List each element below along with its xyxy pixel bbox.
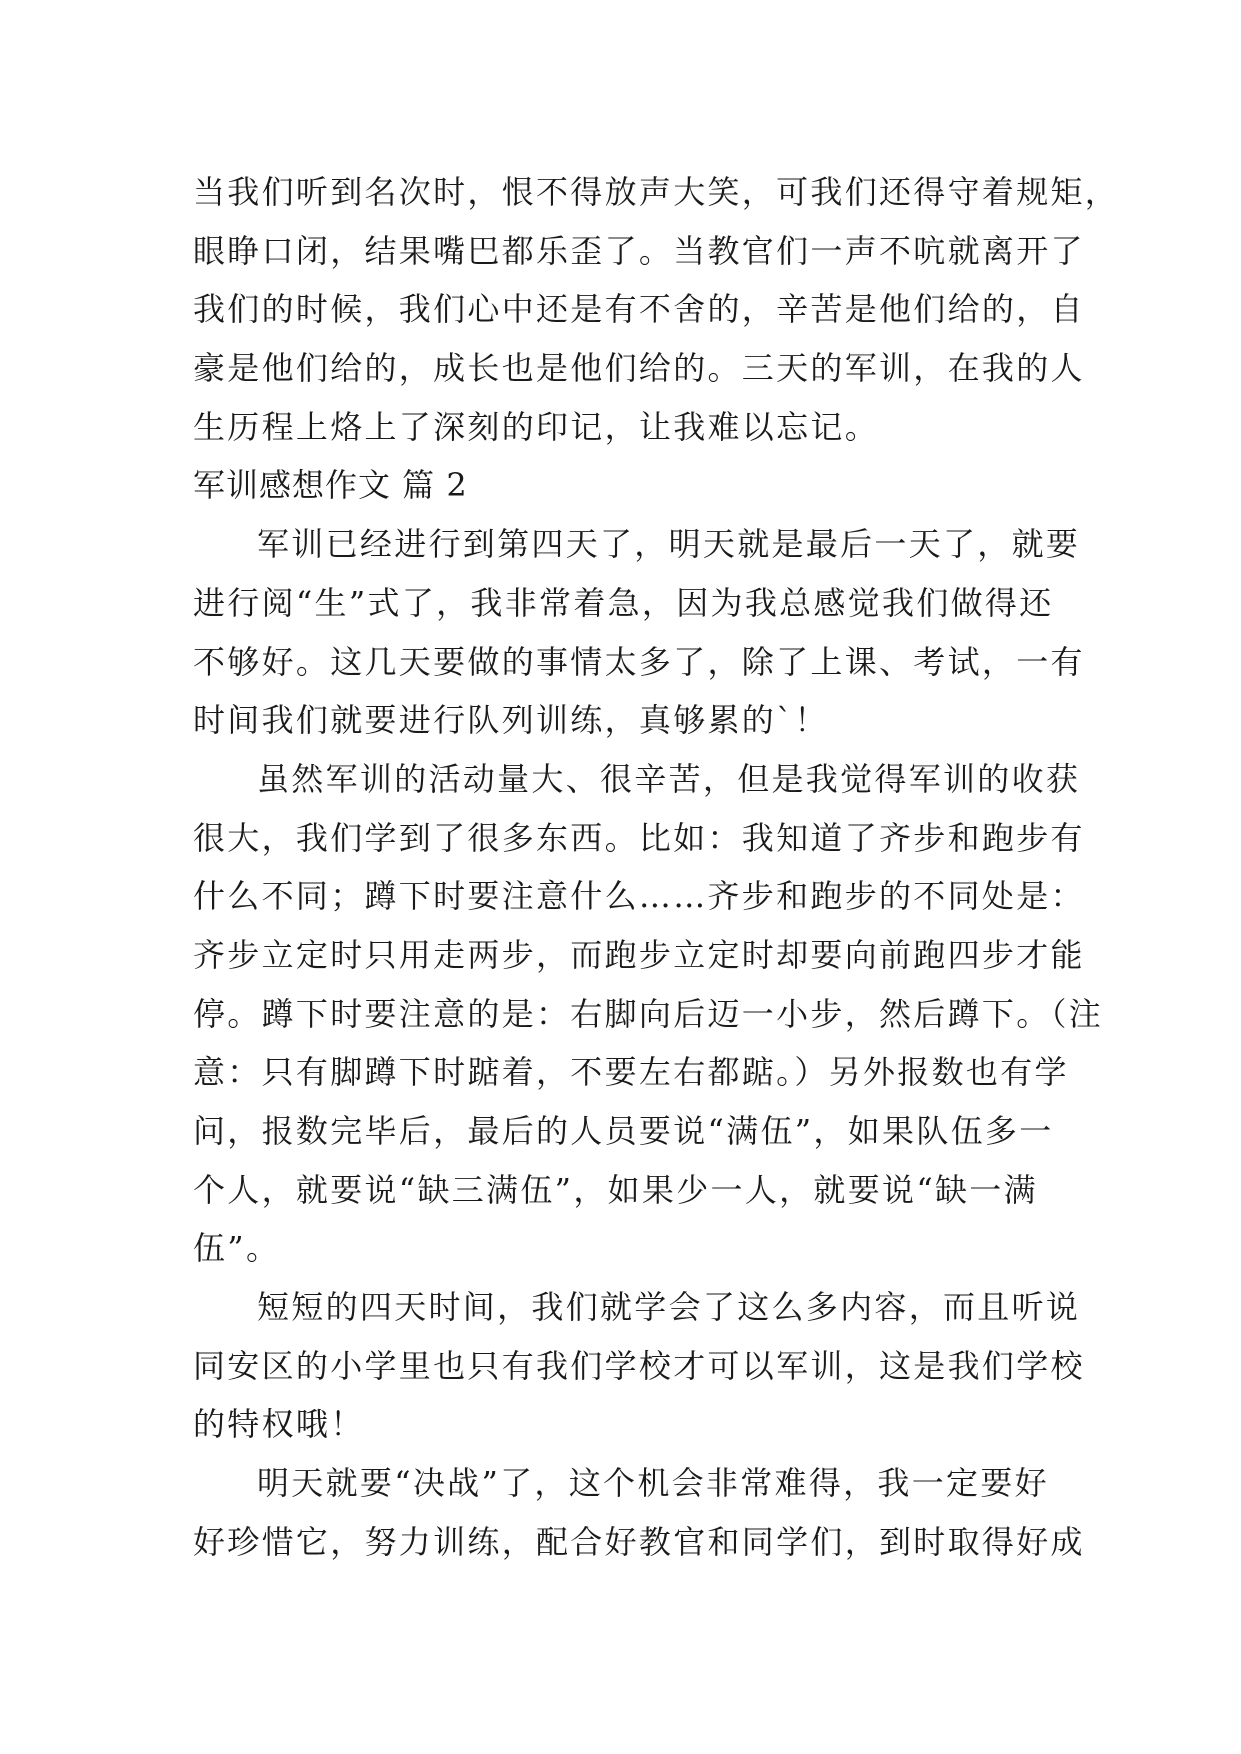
body-text-line: 问，报数完毕后，最后的人员要说“满伍”，如果队伍多一: [193, 1112, 1054, 1150]
body-text-line: 齐步立定时只用走两步，而跑步立定时却要向前跑四步才能: [193, 935, 1085, 974]
body-text-line: 停。蹲下时要注意的是：右脚向后迈一小步，然后蹲下。（注: [193, 994, 1104, 1033]
body-text-line: 不够好。这几天要做的事情太多了，除了上课、考试，一有: [193, 642, 1085, 681]
body-text-line: 时间我们就要进行队列训练，真够累的`！: [193, 701, 829, 740]
body-text-line: 我们的时候，我们心中还是有不舍的，辛苦是他们给的，自: [193, 290, 1085, 329]
paragraph-first-line: 虽然军训的活动量大、很辛苦，但是我觉得军训的收获: [257, 759, 1081, 798]
body-text-line: 同安区的小学里也只有我们学校才可以军训，这是我们学校: [193, 1346, 1085, 1385]
paragraph-first-line: 军训已经进行到第四天了，明天就是最后一天了，就要: [257, 525, 1081, 564]
paragraph-first-line: 明天就要“决战”了，这个机会非常难得，我一定要好: [257, 1464, 1049, 1503]
body-text-line: 伍”。: [193, 1229, 281, 1268]
paragraph-first-line: 短短的四天时间，我们就学会了这么多内容，而且听说: [257, 1288, 1081, 1327]
body-text-line: 很大，我们学到了很多东西。比如：我知道了齐步和跑步有: [193, 818, 1085, 857]
body-text-line: 当我们听到名次时，恨不得放声大笑，可我们还得守着规矩，: [193, 173, 1120, 211]
body-text-line: 好珍惜它，努力训练，配合好教官和同学们，到时取得好成: [193, 1522, 1085, 1561]
body-text-line: 意：只有脚蹲下时踮着，不要左右都踮。）另外报数也有学: [193, 1053, 1069, 1092]
body-text-line: 什么不同；蹲下时要注意什么……齐步和跑步的不同处是：: [193, 877, 1085, 916]
body-text-line: 进行阅“生”式了，我非常着急，因为我总感觉我们做得还: [193, 583, 1054, 622]
body-text-line: 个人，就要说“缺三满伍”，如果少一人，就要说“缺一满: [193, 1170, 1038, 1209]
body-text-line: 的特权哦！: [193, 1405, 365, 1444]
body-text-line: 生历程上烙上了深刻的印记，让我难以忘记。: [193, 407, 880, 446]
section-heading: 军训感想作文 篇 2: [193, 466, 468, 505]
document-page: [193, 163, 1120, 1572]
body-text-line: 豪是他们给的，成长也是他们给的。三天的军训，在我的人: [193, 349, 1085, 388]
body-text-line: 眼睁口闭，结果嘴巴都乐歪了。当教官们一声不吭就离开了: [193, 231, 1085, 270]
